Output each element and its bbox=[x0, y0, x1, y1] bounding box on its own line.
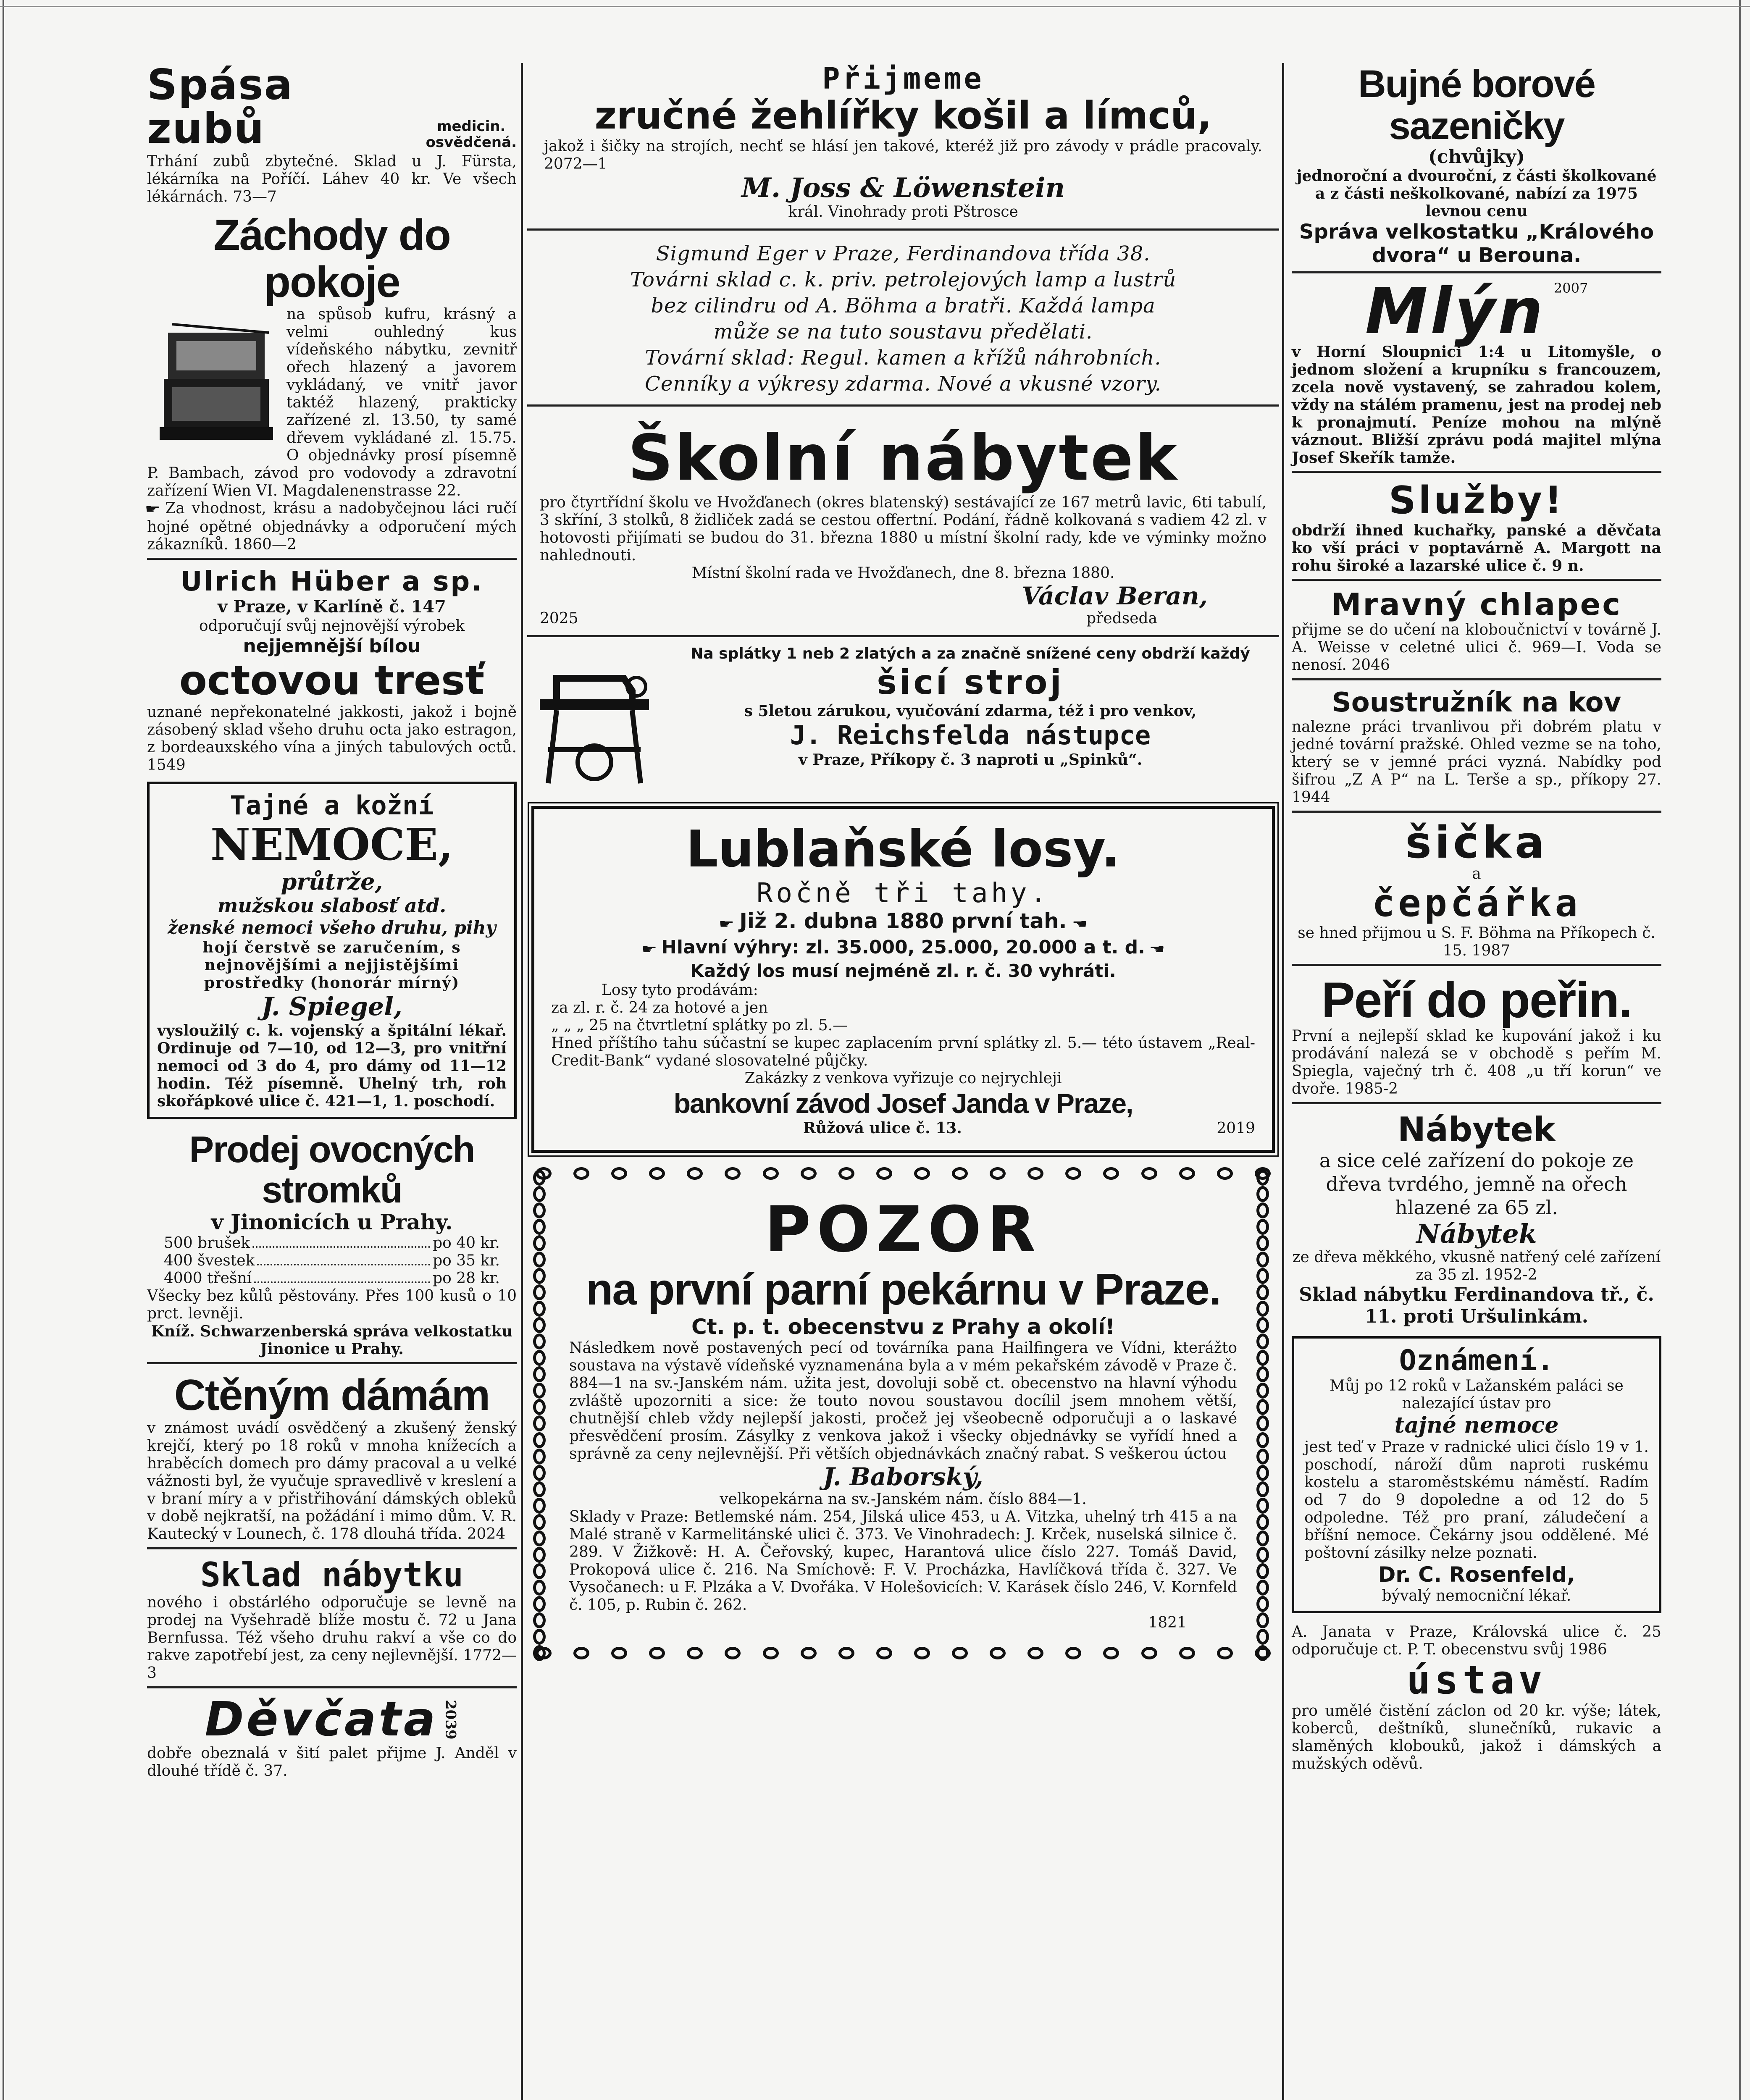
ad-body: nalezne práci trvanlivou při dobrém platu v jedné tovární pražské. Ohled vezme se na toho, který se v jemné práci vyzná. Nabídky pod šifrou „Z A P“ na L. Terše a sp., příkopy 27. 1944 bbox=[1292, 718, 1661, 806]
ad-title: Ulrich Hüber a sp. bbox=[180, 566, 483, 597]
ad-line: Zakázky z venkova vyřizuje co nejrychleji bbox=[744, 1070, 1062, 1087]
divider bbox=[1292, 964, 1661, 966]
pointing-hand-icon: ☚ bbox=[1072, 917, 1088, 932]
ad-line: a bbox=[1472, 865, 1481, 882]
ad-body: v známost uvádí osvědčený a zkušený ženský krejčí, který po 18 roků v mnoha knížecích a hraběcích domech pro dámy pracoval a u velké vážnosti byl, že vyučuje spravedlivě v kreslení a v braní míry a v přistřihování dámských obleků v době nejkratší, na požádání i mimo dům. V. R. Kautecký v Lounech, č. 178 dlouhá třída. 2024 bbox=[147, 1420, 517, 1543]
price-item: 500 brušek bbox=[164, 1234, 250, 1252]
ad-address: král. Vinohrady proti Pštrosce bbox=[788, 203, 1018, 220]
ad-line: Ct. p. t. obecenstvu z Prahy a okolí! bbox=[691, 1315, 1115, 1339]
ad-title: Peří do peřin. bbox=[1321, 972, 1632, 1028]
ad-body: v Horní Sloupnici 1:4 u Litomyšle, o jednom složení a krupníku s francouzem, zcela nově vystavený, se zahradou kolem, vždy na stálém pramenu, jest na prodej neb k pronajmutí. Peníze mohou na mlýně váznout. Bližší zprávu podá majitel mlýna Josef Skeřík tamže. bbox=[1292, 343, 1661, 467]
price-row bbox=[164, 1252, 500, 1270]
ad-body: na spůsob kufru, krásný a velmi ouhledný kus vídeňského nábytku, zevnitř ořech hlazený a javorem vykládaný, ve vnitř javor taktéž hlazený, prakticky zařízené zl. 13.50, ty samé dřevem vykládané zl. 15.75. O objednávky prosí písemně P. Bambach, závod pro vodovody a zdravotní zařízení Wien VI. Magdalenenstrasse 22. bbox=[147, 306, 517, 499]
ad-body: nového i obstárlého odporučuje se levně na prodej na Vyšehradě blíže mostu č. 72 u Jana Bernfussa. Též všeho druhu rakví a vše co do rakve zapotřebí jest, za ceny nejlevnější. 1772—3 bbox=[147, 1594, 517, 1682]
ad-subtitle: osvědčená. bbox=[426, 134, 517, 151]
ad-name: M. Joss & Löwenstein bbox=[741, 172, 1065, 204]
ad-body-text: Za vhodnost, krásu a nadobyčejnou láci ručí hojné opětné objednávky a odporučení mých zákazníků. 1860—2 bbox=[147, 500, 517, 553]
ad-number: 2025 bbox=[540, 610, 578, 627]
divider bbox=[1292, 1102, 1661, 1104]
pointing-hand-icon: ☛ bbox=[718, 917, 735, 932]
ad-line: ženské nemoci všeho druhu, pihy bbox=[168, 917, 496, 938]
ad-name: J. Spiegel, bbox=[261, 992, 402, 1021]
ad-address: Růžová ulice č. 13. bbox=[803, 1119, 962, 1137]
ad-zachody bbox=[147, 212, 517, 560]
ad-title: Služby! bbox=[1388, 478, 1565, 522]
ad-line bbox=[551, 937, 1255, 961]
ad-title: Spása zubů bbox=[147, 60, 294, 153]
ad-footer-row bbox=[551, 1119, 1255, 1137]
price-value: po 28 kr. bbox=[433, 1270, 500, 1287]
ad-ulrich-huber bbox=[147, 567, 517, 774]
divider bbox=[1292, 811, 1661, 813]
ad-line-text: Hlavní výhry: zl. 35.000, 25.000, 20.000 a t. d. bbox=[661, 937, 1145, 958]
page-edge-left bbox=[3, 0, 4, 2100]
ad-body: uznané nepřekonatelné jakkosti, jakož i bojně zásobený sklad všeho druhu octa jako estragon, z bordeauxského vína a jiných tabulových octů. 1549 bbox=[147, 704, 517, 774]
ad-subtitle: Ročně tři tahy. bbox=[757, 878, 1050, 909]
ad-line: mužskou slabosť atd. bbox=[217, 894, 447, 917]
ad-title: Děvčata bbox=[205, 1692, 438, 1747]
ad-line: Přijmeme bbox=[822, 61, 984, 96]
ad-body: Trhání zubů zbytečné. Sklad u J. Fürsta, lékárníka na Poříčí. Láhev 40 kr. Ve všech lékárnách. 73—7 bbox=[147, 153, 517, 205]
ad-title: POZOR bbox=[765, 1193, 1042, 1266]
ad-line: Na splátky 1 neb 2 zlatých a za značně snížené ceny obdrží každý bbox=[691, 645, 1250, 662]
ad-sigmund-eger bbox=[527, 238, 1279, 417]
ad-line: Tajné a kožní bbox=[230, 790, 434, 821]
ad-ctenym-damam bbox=[147, 1371, 517, 1549]
ad-name: Václav Beran, bbox=[1022, 582, 1208, 610]
divider bbox=[1292, 579, 1661, 581]
ad-title: ústav bbox=[1406, 1657, 1547, 1703]
divider bbox=[147, 558, 517, 560]
ad-sklad-nabytku bbox=[147, 1556, 517, 1688]
ad-number: 2039 bbox=[442, 1699, 459, 1740]
ad-footer-row bbox=[540, 610, 1267, 627]
price-value: po 40 kr. bbox=[433, 1234, 500, 1252]
page-edge-right bbox=[1739, 0, 1741, 2100]
column-middle bbox=[527, 63, 1279, 1665]
ad-subtitle: tajné nemoce bbox=[1394, 1412, 1559, 1438]
ad-body: jest teď v Praze v radnické ulici číslo 19 v 1. poschodí, nároží dům naproti ruskému kostelu a staroměstskému náměstí. Radím od 7 do 9 dopoledne a od 12 do 5 odpoledne. Též pro praní, záludečení a bříšní nemoce. Čekárny jsou oddělené. Mé poštovní zásilky nelze poznati. bbox=[1304, 1438, 1649, 1562]
ad-subtitle: (chvůjky) bbox=[1428, 146, 1525, 168]
ad-body: ze dřeva měkkého, vkusně natřený celé zařízení za 35 zl. 1952-2 bbox=[1292, 1249, 1661, 1284]
chain-border-bottom bbox=[531, 1647, 1275, 1664]
ad-title-2: čepčářka bbox=[1372, 881, 1581, 925]
ad-name: Správa velkostatku „Králového dvora“ u Berouna. bbox=[1299, 220, 1654, 267]
ad-line-text: Již 2. dubna 1880 první tah. bbox=[739, 909, 1067, 933]
script-line: Sigmund Eger v Praze, Ferdinandova třída 38. bbox=[656, 242, 1151, 265]
ad-title: Oznámení. bbox=[1399, 1344, 1554, 1377]
ad-title: Prodej ovocných stromků bbox=[189, 1129, 475, 1210]
ad-ovocne-stromky bbox=[147, 1129, 517, 1364]
ad-line: s 5letou zárukou, vyučování zdarma, též i pro venkov, bbox=[744, 702, 1197, 720]
ad-body: Sklady v Praze: Betlemské nám. 254, Jilská ulice 453, u A. Vitzka, uhelný trh 415 a na Malé straně v Karmelitánské ulici č. 373. Ve Vinohradech: J. Krček, nuselská silnice č. 289. V Žižkově: H. A. Čeřovský, kupec, Harantová ulice číslo 227. Tomáš David, Prokopová ulice č. 216. Na Smíchově: F. V. Procházka, Havlíčková třída č. 327. Ve Vysočanech: u F. Plzáka a V. Dvořáka. V Holešovicích: V. Karásek číslo 246, V. Kornfeld č. 105, p. Rubin č. 262. bbox=[569, 1508, 1237, 1614]
ad-footer: Kníž. Schwarzenberská správa velkostatku Jinonice u Prahy. bbox=[151, 1323, 513, 1358]
ad-line: průtrže, bbox=[281, 868, 383, 895]
ad-sici-stroj bbox=[527, 645, 1279, 796]
ad-line: „ „ „ 25 na čtvrtletní splátky po zl. 5.— bbox=[551, 1017, 848, 1034]
ad-devcata bbox=[147, 1694, 517, 1780]
script-line: Tovární sklad: Regul. kamen a křížů náhrobních. bbox=[645, 346, 1161, 370]
ad-body: Následkem nově postavených pecí od továrníka pana Hailfingera ve Vídni, kterážto soustava na výstavě vídeňské vyznamenána byla a v mém pekařském závodě v Praze č. 884—1 na sv.-Janském nám. užita jest, dovoluji sobě ct. obecenstvo na hlavní výhodu zvláště upozorniti a sice: že touto novou soustavou docílil jsem mnohem větší, chutnější chleb vždy nejlepší jakosti, pročež jej všeobecně odporučuji a o laskavé přesvědčení prosím. Zásylky z venkova jakož i všecky objednávky se vyřídí hned a správně za ceny nejlevnější. Při větších objednávkách značný rabat. S veškerou úctou bbox=[569, 1339, 1237, 1462]
divider bbox=[147, 1686, 517, 1688]
ad-title: Školní nábytek bbox=[628, 422, 1179, 495]
dot-leader bbox=[257, 1264, 430, 1265]
ad-line: hlazené za 65 zl. bbox=[1395, 1196, 1558, 1219]
ad-title: Nábytek bbox=[1397, 1110, 1556, 1149]
pointing-hand-icon: ☛ bbox=[641, 942, 657, 957]
ad-number: 1821 bbox=[1148, 1614, 1187, 1631]
ad-title: zručné žehlířky košil a límců, bbox=[594, 94, 1212, 138]
ad-soustruznik bbox=[1292, 687, 1661, 813]
ad-role: předseda bbox=[1086, 610, 1157, 627]
ad-tajne-nemoce bbox=[147, 782, 517, 1119]
column-rule-right bbox=[1282, 63, 1284, 2100]
ad-title: Bujné borové sazeničky bbox=[1358, 63, 1595, 147]
ad-line: nejjemnější bílou bbox=[243, 635, 421, 657]
ad-lublanske-losy bbox=[531, 806, 1275, 1153]
price-list bbox=[147, 1234, 517, 1287]
column-rule-left bbox=[521, 63, 523, 2100]
ad-body: jednoroční a dvouroční, z části školkované a z části neškolkované, nabízí za 1975 levnou cenu bbox=[1296, 167, 1657, 220]
sewing-machine-illustration bbox=[531, 666, 657, 792]
price-row bbox=[164, 1234, 500, 1252]
ad-name: J. Reichsfelda nástupce bbox=[790, 720, 1151, 751]
pointing-hand-icon: ☛ bbox=[145, 502, 161, 517]
ad-body: Všecky bez kůlů pěstovány. Přes 100 kusů o 10 prct. levněji. bbox=[147, 1287, 517, 1322]
pointing-hand-icon: ☚ bbox=[1149, 942, 1165, 957]
ad-footer: Sklad nábytku Ferdinandova tř., č. 11. proti Uršulinkám. bbox=[1299, 1284, 1654, 1327]
ad-line: hojí čerstvě se zaručením, s nejnovějšími a nejjistějšími prostředky (honorár mírný) bbox=[202, 939, 461, 992]
ad-skolni-nabytek bbox=[527, 423, 1279, 637]
ad-spasa-zubu bbox=[147, 60, 517, 206]
ad-subtitle: medicin. bbox=[437, 118, 506, 135]
ad-title: Ctěným dámám bbox=[174, 1371, 490, 1420]
divider bbox=[147, 1362, 517, 1364]
price-item: 400 švestek bbox=[164, 1252, 255, 1269]
ad-body bbox=[147, 500, 517, 554]
script-line: Továrni sklad c. k. priv. petrolejových lamp a lustrů bbox=[630, 268, 1177, 291]
ad-oznameni bbox=[1292, 1336, 1661, 1613]
ad-number: 2007 bbox=[1553, 280, 1588, 296]
chain-border-top bbox=[531, 1167, 1275, 1184]
chain-border-left bbox=[533, 1166, 550, 1665]
ad-line: v Praze, Příkopy č. 3 naproti u „Spinků“. bbox=[798, 751, 1143, 769]
ad-title: šička bbox=[1405, 817, 1548, 868]
ad-sicka-cepcarka bbox=[1292, 819, 1661, 966]
price-item: 4000 třešní bbox=[164, 1270, 252, 1287]
ad-pozor-pekarna bbox=[531, 1166, 1275, 1665]
ad-line: dřeva tvrdého, jemně na ořech bbox=[1326, 1173, 1627, 1195]
column-left bbox=[145, 60, 517, 1786]
ad-mlyn bbox=[1292, 275, 1661, 473]
ad-body: dobře obeznalá v šití palet přijme J. Anděl v dlouhé třídě č. 37. bbox=[147, 1745, 517, 1780]
ad-body: První a nejlepší sklad ke kupování jakož i ku prodávání nalezá se v obchodě s peřím M. Spiegla, vaječný trh č. 408 „u tří korun“ ve dvoře. 1985-2 bbox=[1292, 1027, 1661, 1097]
ad-line: v Praze, v Karlíně č. 147 bbox=[218, 597, 446, 617]
ad-number: 2019 bbox=[1217, 1120, 1255, 1137]
ad-prijmeme bbox=[527, 63, 1279, 231]
ad-line: odporučují svůj nejnovější výrobek bbox=[199, 617, 465, 635]
ad-title: NEMOCE, bbox=[210, 819, 454, 870]
ad-name: Dr. C. Rosenfeld, bbox=[1378, 1562, 1575, 1587]
ad-name: bankovní závod Josef Janda v Praze, bbox=[673, 1088, 1133, 1119]
ad-title-2: Nábytek bbox=[1416, 1218, 1537, 1249]
ad-body: pro umělé čistění záclon od 20 kr. výše; látek, koberců, deštníků, slunečníků, rukavic a slaměných klobouků, jakož i dámských a mužských oděvů. bbox=[1292, 1702, 1661, 1772]
ad-line: Každý los musí nejméně zl. r. č. 30 vyhráti. bbox=[690, 961, 1116, 981]
ad-peri-do-perin bbox=[1292, 973, 1661, 1104]
ad-line: a sice celé zařízení do pokoje ze bbox=[1319, 1149, 1634, 1172]
ad-line: Losy tyto prodávám: bbox=[602, 982, 758, 999]
chain-border-right bbox=[1256, 1166, 1273, 1665]
script-line: Cenníky a výkresy zdarma. Nové a vkusné vzory. bbox=[645, 372, 1161, 396]
divider bbox=[1292, 271, 1661, 273]
ad-sluzby bbox=[1292, 480, 1661, 581]
ad-body: jakož i šičky na strojích, nechť se hlásí jen takové, kteréž již pro závody v prádle pracovaly. 2072—1 bbox=[544, 138, 1262, 173]
ad-body: Hned příštího tahu súčastní se kupec zaplacením první splátky zl. 5.— této ústavem „Real-Credit-Bank“ vydané slosovatelné půjčky. bbox=[551, 1034, 1255, 1069]
ad-title: Záchody do pokoje bbox=[213, 211, 450, 307]
ad-title: Lublaňské losy. bbox=[686, 820, 1121, 879]
price-value: po 35 kr. bbox=[433, 1252, 500, 1269]
ad-line: za zl. r. č. 24 za hotové a jen bbox=[551, 999, 768, 1016]
divider bbox=[1292, 678, 1661, 680]
ad-borove-sazenicky bbox=[1292, 63, 1661, 273]
ad-body: obdrží ihned kuchařky, panské a děvčata ko vší práci v poptavárně A. Margott na rohu široké a lazarské ulice č. 9 n. bbox=[1292, 522, 1661, 575]
ad-ustav-janata bbox=[1292, 1623, 1661, 1773]
ad-body: A. Janata v Praze, Královská ulice č. 25 odporučuje ct. P. T. obecenstvu svůj 1986 bbox=[1292, 1623, 1661, 1658]
ad-title: šicí stroj bbox=[877, 663, 1064, 702]
ad-title: Mlýn bbox=[1365, 275, 1545, 348]
ad-signature: Místní školní rada ve Hvožďanech, dne 8. března 1880. bbox=[691, 564, 1115, 582]
ad-body: přijme se do učení na kloboučnictví v továrně J. A. Weisse v celetné ulici č. 969—I. Voda se nenosí. 2046 bbox=[1292, 621, 1661, 674]
divider bbox=[527, 635, 1279, 637]
ad-title: Soustružník na kov bbox=[1332, 687, 1621, 718]
script-line: může se na tuto soustavu předělati. bbox=[713, 320, 1093, 344]
ad-name: J. Baborský, bbox=[823, 1462, 983, 1491]
ad-title: Sklad nábytku bbox=[200, 1555, 464, 1594]
column-right bbox=[1292, 63, 1661, 1779]
price-row bbox=[164, 1270, 500, 1287]
divider bbox=[1292, 471, 1661, 473]
ad-line: bývalý nemocniční lékař. bbox=[1382, 1587, 1571, 1604]
ad-title: Mravný chlapec bbox=[1331, 587, 1622, 622]
commode-illustration bbox=[147, 307, 281, 446]
page-edge-top bbox=[0, 6, 1750, 7]
ad-line: Můj po 12 roků v Lažanském paláci se nalezající ústav pro bbox=[1330, 1377, 1624, 1412]
divider bbox=[147, 1547, 517, 1549]
divider bbox=[527, 404, 1279, 407]
ad-title-2: octovou tresť bbox=[179, 657, 485, 704]
ad-mravny-chlapec bbox=[1292, 588, 1661, 680]
dot-leader bbox=[254, 1281, 430, 1283]
ad-nabytek bbox=[1292, 1111, 1661, 1328]
ad-subtitle: na první parní pekárnu v Praze. bbox=[586, 1265, 1221, 1314]
ad-body: se hned přijmou u S. F. Böhma na Příkopech č. 15. 1987 bbox=[1298, 924, 1655, 959]
ad-body: vysloužilý c. k. vojenský a špitální lékař. Ordinuje od 7—10, od 12—3, pro vnitřní nemoci od 3 do 4, pro dámy od 11—12 hodin. Též písemně. Uhelný trh, roh skořápkové ulice č. 421—1, 1. poschodí. bbox=[157, 1022, 507, 1110]
divider bbox=[527, 228, 1279, 231]
ad-line bbox=[551, 909, 1255, 937]
ad-line: v Jinonicích u Prahy. bbox=[211, 1210, 453, 1234]
script-line: bez cilindru od A. Böhma a bratři. Každá lampa bbox=[651, 294, 1156, 318]
ad-body: pro čtyrtřídní školu ve Hvožďanech (okres blatenský) sestávající ze 167 metrů lavic, 6ti tabulí, 3 skříní, 3 stolků, 8 židliček zadá se cestou offertní. Podání, řádně kolkovaná s vadiem 42 zl. v hotovosti přijímati se budou do 31. března 1880 u místní školní rady, kde ve výminky možno nahlednouti. bbox=[540, 494, 1267, 564]
ad-line: velkopekárna na sv.-Janském nám. číslo 884—1. bbox=[720, 1491, 1087, 1508]
dot-leader bbox=[252, 1246, 430, 1248]
